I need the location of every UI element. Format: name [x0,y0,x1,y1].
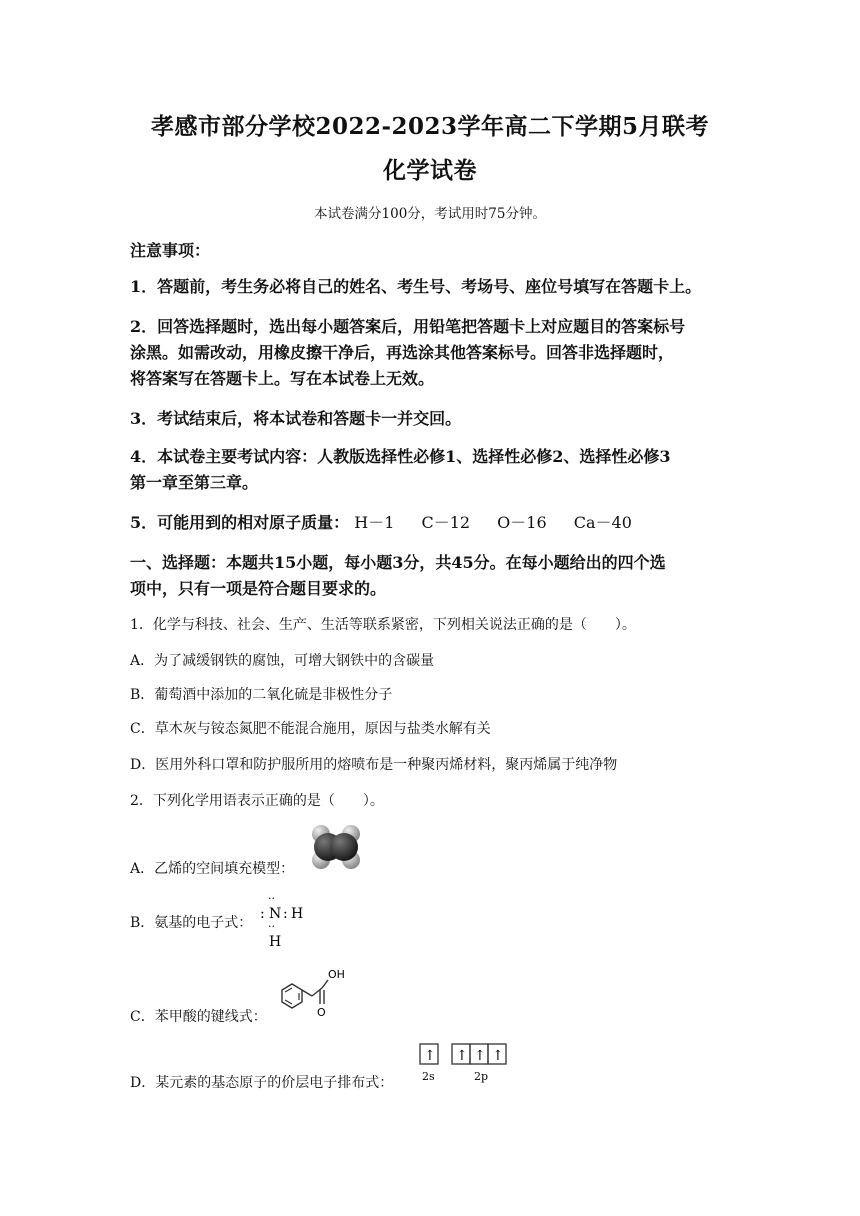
q2-option-b: B．氨基的电子式： [130,915,253,931]
orbital-2p-label: 2p [474,1070,489,1083]
q1-option-c: C．草木灰与铵态氮肥不能混合施用，原因与盐类水解有关 [130,721,491,737]
orbital-2p-arrow-3: ↑ [492,1048,504,1064]
amino-dots-bottom: ·· [268,920,275,933]
amino-n: N [269,906,282,922]
note-1: 1．答题前，考生务必将自己的姓名、考生号、考场号、座位号填写在答题卡上。 [130,277,702,296]
notes-heading: 注意事项： [130,241,211,260]
mass-h: H－1 [354,513,395,532]
note-2-line-2: 涂黑。如需改动，用橡皮擦干净后，再选涂其他答案标号。回答非选择题时， [130,343,675,362]
amino-h-right: H [291,906,304,922]
mass-o: O－16 [497,513,547,532]
section-1-line-2: 项中，只有一项是符合题目要求的。 [130,579,387,598]
note-3: 3．考试结束后，将本试卷和答题卡一并交回。 [130,409,462,428]
orbital-2s-arrow: ↑ [424,1048,436,1064]
mass-ca: Ca－40 [573,513,632,532]
q2-option-d: D．某元素的基态原子的价层电子排布式： [130,1075,394,1091]
q1-option-b: B．葡萄酒中添加的二氧化硫是非极性分子 [130,687,393,703]
benzoic-oh-label: OH [328,968,345,981]
ethylene-space-filling-model [306,822,366,872]
orbital-2p-arrow-1: ↑ [456,1048,468,1064]
orbital-2s-label: 2s [422,1070,435,1083]
benzoic-acid-skeletal-formula [272,966,358,1020]
note-2-line-1: 2．回答选择题时，选出每小题答案后，用铅笔把答题卡上对应题目的答案标号 [130,317,686,336]
note-2-line-3: 将答案写在答题卡上。写在本试卷上无效。 [130,369,435,388]
exam-subject: 化学试卷 [383,157,477,184]
amino-dots-top: ·· [268,896,275,905]
q2-option-a: A．乙烯的空间填充模型： [130,861,295,877]
note-5 [130,510,750,533]
valence-orbital-diagram [418,1040,522,1088]
note-4-line-1: 4．本试卷主要考试内容：人教版选择性必修1、选择性必修2、选择性必修3 [130,447,671,466]
amino-h-bottom: H [269,934,282,950]
benzoic-o-label: O [317,1006,326,1019]
q1-stem: 1．化学与科技、社会、生产、生活等联系紧密，下列相关说法正确的是（ ）。 [130,617,636,633]
orbital-2p-arrow-2: ↑ [474,1048,486,1064]
q1-option-d: D．医用外科口罩和防护服所用的熔喷布是一种聚丙烯材料，聚丙烯属于纯净物 [130,757,618,773]
note-5-label: 5．可能用到的相对原子质量： [130,513,350,532]
mass-c: C－12 [421,513,471,532]
amino-colon-left: : [260,906,265,922]
amino-colon-right: : [283,906,288,922]
q2-option-c: C．苯甲酸的键线式： [130,1009,267,1025]
exam-title: 孝感市部分学校2022-2023学年高二下学期5月联考 [150,113,710,140]
note-4-line-2: 第一章至第三章。 [130,473,259,492]
q2-stem: 2．下列化学用语表示正确的是（ ）。 [130,793,384,809]
exam-info: 本试卷满分100分，考试用时75分钟。 [314,206,546,222]
q1-option-a: A．为了减缓钢铁的腐蚀，可增大钢铁中的含碳量 [130,653,435,669]
section-1-line-1: 一、选择题：本题共15小题，每小题3分，共45分。在每小题给出的四个选 [130,553,666,572]
amino-electron-formula [258,896,318,950]
